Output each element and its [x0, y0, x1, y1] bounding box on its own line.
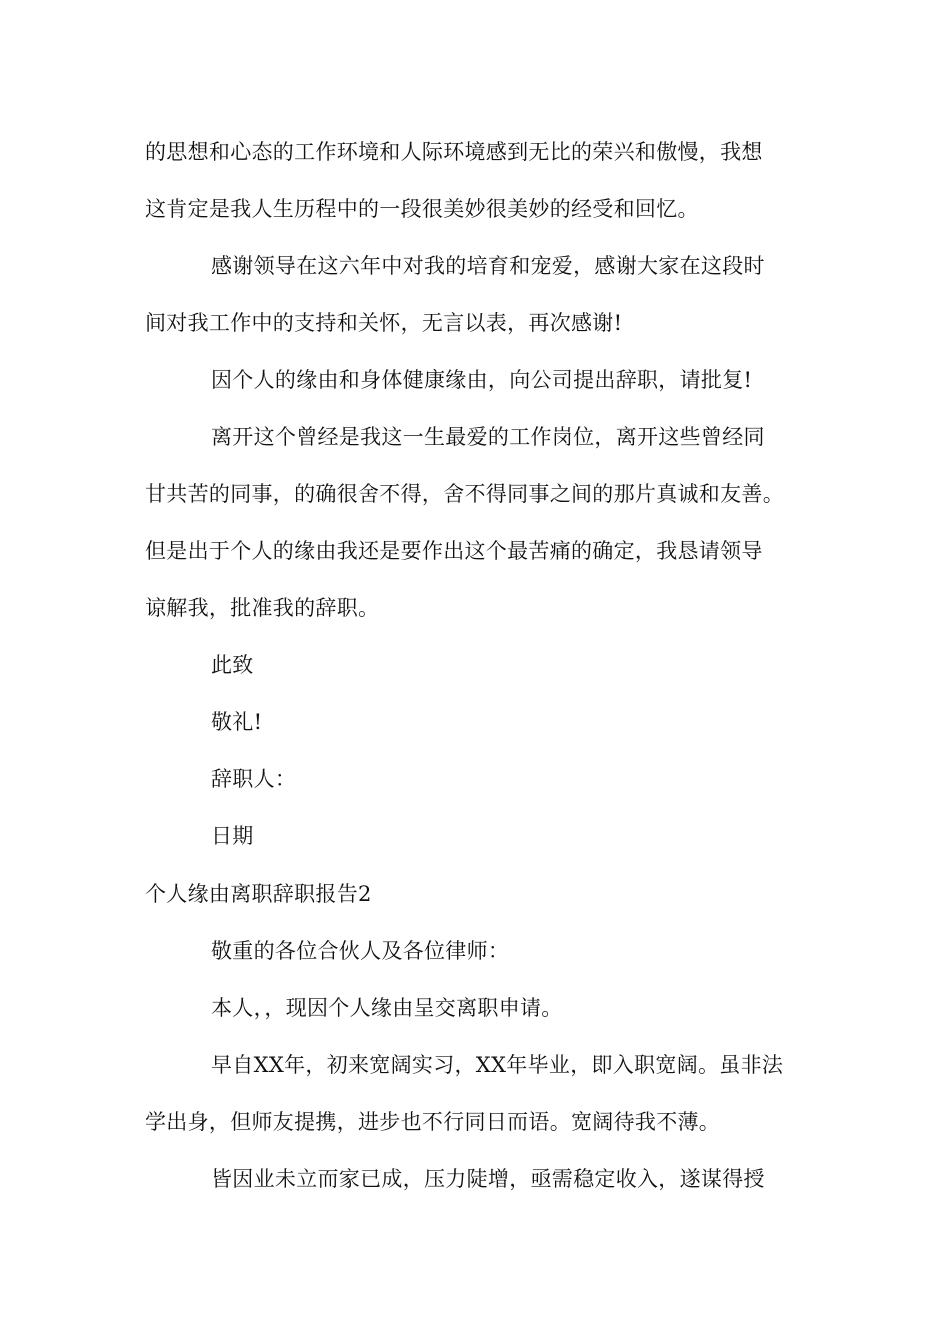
- closing-salutation: 此致: [211, 653, 254, 677]
- paragraph-line: 甘共苦的同事，的确很舍不得，舍不得同事之间的那片真诚和友善。: [145, 482, 784, 506]
- closing-regards: 敬礼!: [211, 710, 263, 734]
- paragraph-line: 因个人的缘由和身体健康缘由，向公司提出辞职，请批复!: [211, 368, 753, 392]
- paragraph-line: 早自XX年，初来宽阔实习，XX年毕业，即入职宽阔。虽非法: [211, 1053, 784, 1077]
- signature-label: 辞职人：: [211, 767, 297, 791]
- paragraph-line: 感谢领导在这六年中对我的培育和宠爱，感谢大家在这段时: [211, 254, 765, 278]
- paragraph-line: 离开这个曾经是我这一生最爱的工作岗位，离开这些曾经同: [211, 425, 765, 449]
- paragraph-line: 学出身，但师友提携，进步也不行同日而语。宽阔待我不薄。: [145, 1110, 721, 1134]
- letter-greeting: 敬重的各位合伙人及各位律师：: [211, 939, 510, 963]
- paragraph-line: 皆因业未立而家已成，压力陡增，亟需稳定收入，遂谋得授: [211, 1167, 765, 1191]
- section-title: 个人缘由离职辞职报告2: [145, 882, 372, 906]
- paragraph-line: 这肯定是我人生历程中的一段很美妙很美妙的经受和回忆。: [145, 197, 699, 221]
- paragraph-line: 间对我工作中的支持和关怀，无言以表，再次感谢!: [145, 311, 623, 335]
- paragraph-line: 但是出于个人的缘由我还是要作出这个最苦痛的确定，我恳请领导: [145, 539, 763, 563]
- paragraph-line: 的思想和心态的工作环境和人际环境感到无比的荣兴和傲慢，我想: [145, 140, 763, 164]
- date-label: 日期: [211, 824, 254, 848]
- paragraph-line: 谅解我，批准我的辞职。: [145, 596, 380, 620]
- paragraph-line: 本人，，现因个人缘由呈交离职申请。: [211, 996, 563, 1020]
